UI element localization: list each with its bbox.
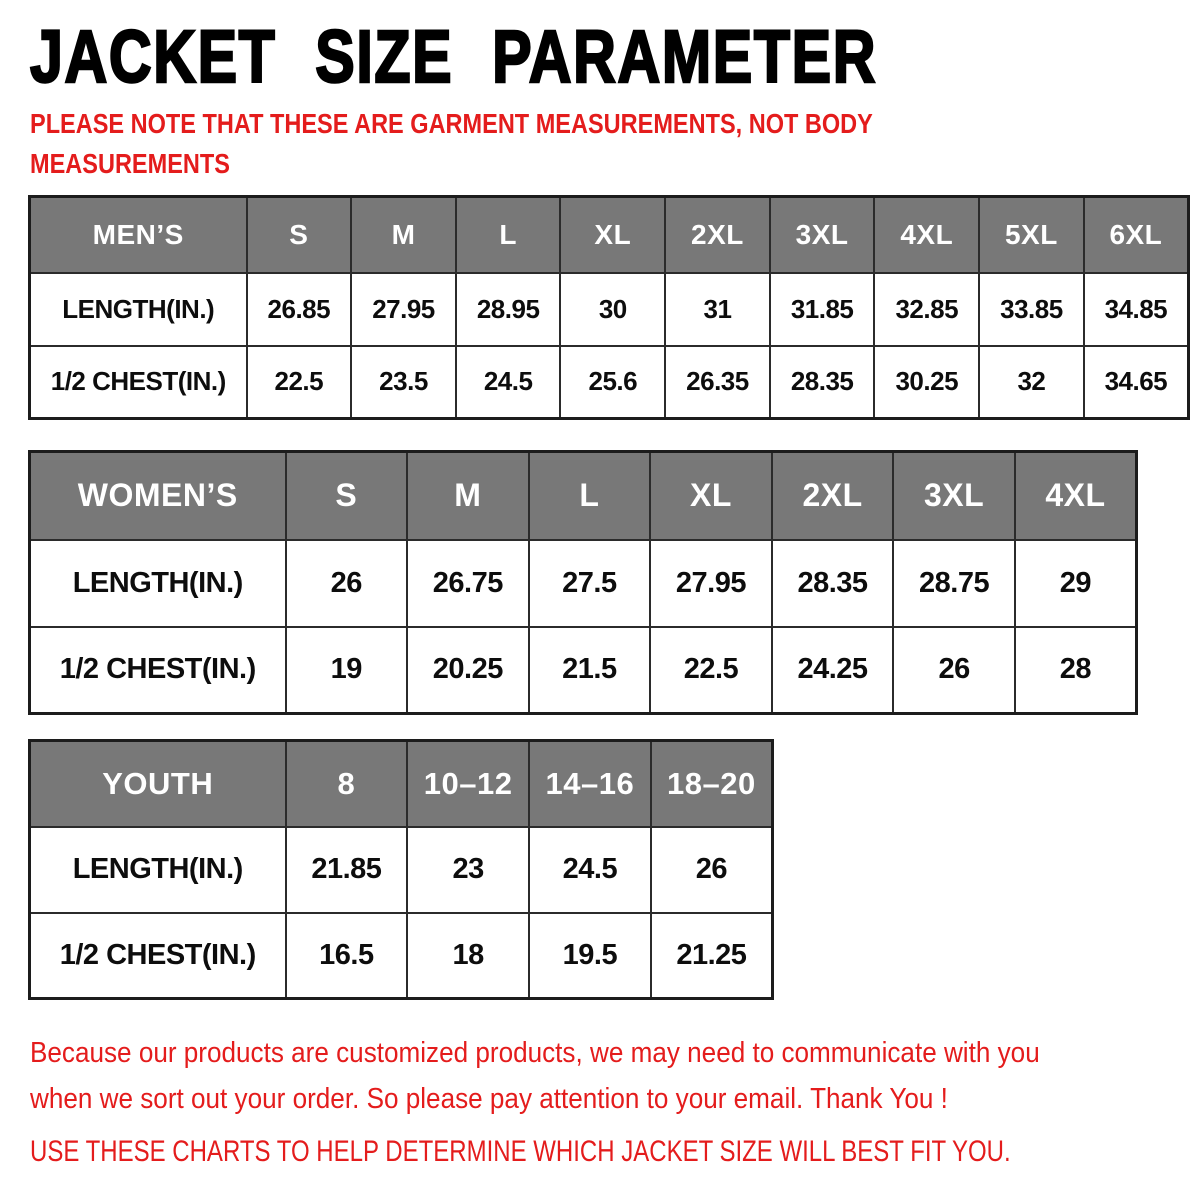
- measurement-value-cell: 33.85: [979, 273, 1084, 346]
- size-header-cell: 5XL: [979, 197, 1084, 273]
- size-header-cell: L: [456, 197, 561, 273]
- size-header-row: [30, 741, 773, 827]
- table-row: [30, 540, 1137, 627]
- garment-measurement-note: [30, 104, 1033, 184]
- measurement-value-cell: 19: [286, 627, 408, 714]
- size-header-cell: 10–12: [407, 741, 529, 827]
- measurement-value-cell: 24.25: [772, 627, 894, 714]
- size-header-cell: 8: [286, 741, 408, 827]
- table-row: [30, 913, 773, 999]
- measurement-value-cell: 32: [979, 346, 1084, 419]
- measurement-value-cell: 32.85: [874, 273, 979, 346]
- row-label-cell: 1/2 CHEST(IN.): [30, 913, 286, 999]
- measurement-value-cell: 27.95: [351, 273, 456, 346]
- size-header-cell: S: [286, 452, 408, 540]
- size-header-cell: 14–16: [529, 741, 651, 827]
- measurement-value-cell: 31.85: [770, 273, 875, 346]
- measurement-value-cell: 28.75: [893, 540, 1015, 627]
- measurement-value-cell: 23: [407, 827, 529, 913]
- measurement-value-cell: 26: [286, 540, 408, 627]
- measurement-value-cell: 16.5: [286, 913, 408, 999]
- size-header-cell: 18–20: [651, 741, 773, 827]
- table-title-cell: WOMEN’S: [30, 452, 286, 540]
- table-row: [30, 827, 773, 913]
- measurement-value-cell: 26: [893, 627, 1015, 714]
- table-row: [30, 346, 1189, 419]
- row-label-cell: LENGTH(IN.): [30, 540, 286, 627]
- measurement-value-cell: 29: [1015, 540, 1137, 627]
- measurement-value-cell: 26.75: [407, 540, 529, 627]
- size-header-row: [30, 452, 1137, 540]
- size-header-cell: 2XL: [665, 197, 770, 273]
- mens-size-table: [28, 195, 1190, 420]
- measurement-value-cell: 28.35: [772, 540, 894, 627]
- page-title: JACKET SIZE PARAMETER: [30, 15, 878, 98]
- measurement-value-cell: 21.85: [286, 827, 408, 913]
- custom-order-notice-line-1: Because our products are customized products, we may need to communicate with you: [30, 1037, 1040, 1069]
- measurement-value-cell: 34.85: [1084, 273, 1189, 346]
- measurement-value-cell: 26.85: [247, 273, 352, 346]
- measurement-value-cell: 19.5: [529, 913, 651, 999]
- size-header-cell: XL: [560, 197, 665, 273]
- table-title-cell: YOUTH: [30, 741, 286, 827]
- measurement-value-cell: 28: [1015, 627, 1137, 714]
- note-line-2: MEASUREMENTS: [30, 148, 230, 179]
- measurement-value-cell: 22.5: [247, 346, 352, 419]
- measurement-value-cell: 21.25: [651, 913, 773, 999]
- measurement-value-cell: 30.25: [874, 346, 979, 419]
- measurement-value-cell: 23.5: [351, 346, 456, 419]
- sizing-advice-text: USE THESE CHARTS TO HELP DETERMINE WHICH JACKET SIZE WILL BEST FIT YOU.: [30, 1135, 1011, 1168]
- measurement-value-cell: 20.25: [407, 627, 529, 714]
- row-label-cell: LENGTH(IN.): [30, 827, 286, 913]
- size-header-cell: L: [529, 452, 651, 540]
- measurement-value-cell: 34.65: [1084, 346, 1189, 419]
- measurement-value-cell: 24.5: [529, 827, 651, 913]
- size-header-cell: 3XL: [893, 452, 1015, 540]
- table-title-cell: MEN’S: [30, 197, 247, 273]
- size-header-cell: S: [247, 197, 352, 273]
- row-label-cell: 1/2 CHEST(IN.): [30, 627, 286, 714]
- size-header-cell: 4XL: [874, 197, 979, 273]
- row-label-cell: 1/2 CHEST(IN.): [30, 346, 247, 419]
- measurement-value-cell: 30: [560, 273, 665, 346]
- custom-order-notice-line-2: when we sort out your order. So please pay attention to your email. Thank You !: [30, 1083, 948, 1115]
- measurement-value-cell: 26: [651, 827, 773, 913]
- size-header-cell: 2XL: [772, 452, 894, 540]
- custom-order-notice: [30, 1030, 1152, 1122]
- measurement-value-cell: 22.5: [650, 627, 772, 714]
- measurement-value-cell: 27.95: [650, 540, 772, 627]
- measurement-value-cell: 26.35: [665, 346, 770, 419]
- row-label-cell: LENGTH(IN.): [30, 273, 247, 346]
- size-header-row: [30, 197, 1189, 273]
- size-header-cell: M: [351, 197, 456, 273]
- measurement-value-cell: 31: [665, 273, 770, 346]
- note-line-1: PLEASE NOTE THAT THESE ARE GARMENT MEASUREMENTS, NOT BODY: [30, 108, 873, 139]
- measurement-value-cell: 27.5: [529, 540, 651, 627]
- measurement-value-cell: 28.35: [770, 346, 875, 419]
- size-header-cell: XL: [650, 452, 772, 540]
- size-header-cell: 3XL: [770, 197, 875, 273]
- womens-size-table: [28, 450, 1138, 715]
- measurement-value-cell: 24.5: [456, 346, 561, 419]
- size-header-cell: 6XL: [1084, 197, 1189, 273]
- table-row: [30, 627, 1137, 714]
- youth-size-table: [28, 739, 774, 1000]
- measurement-value-cell: 18: [407, 913, 529, 999]
- measurement-value-cell: 28.95: [456, 273, 561, 346]
- table-row: [30, 273, 1189, 346]
- size-header-cell: 4XL: [1015, 452, 1137, 540]
- measurement-value-cell: 25.6: [560, 346, 665, 419]
- measurement-value-cell: 21.5: [529, 627, 651, 714]
- size-header-cell: M: [407, 452, 529, 540]
